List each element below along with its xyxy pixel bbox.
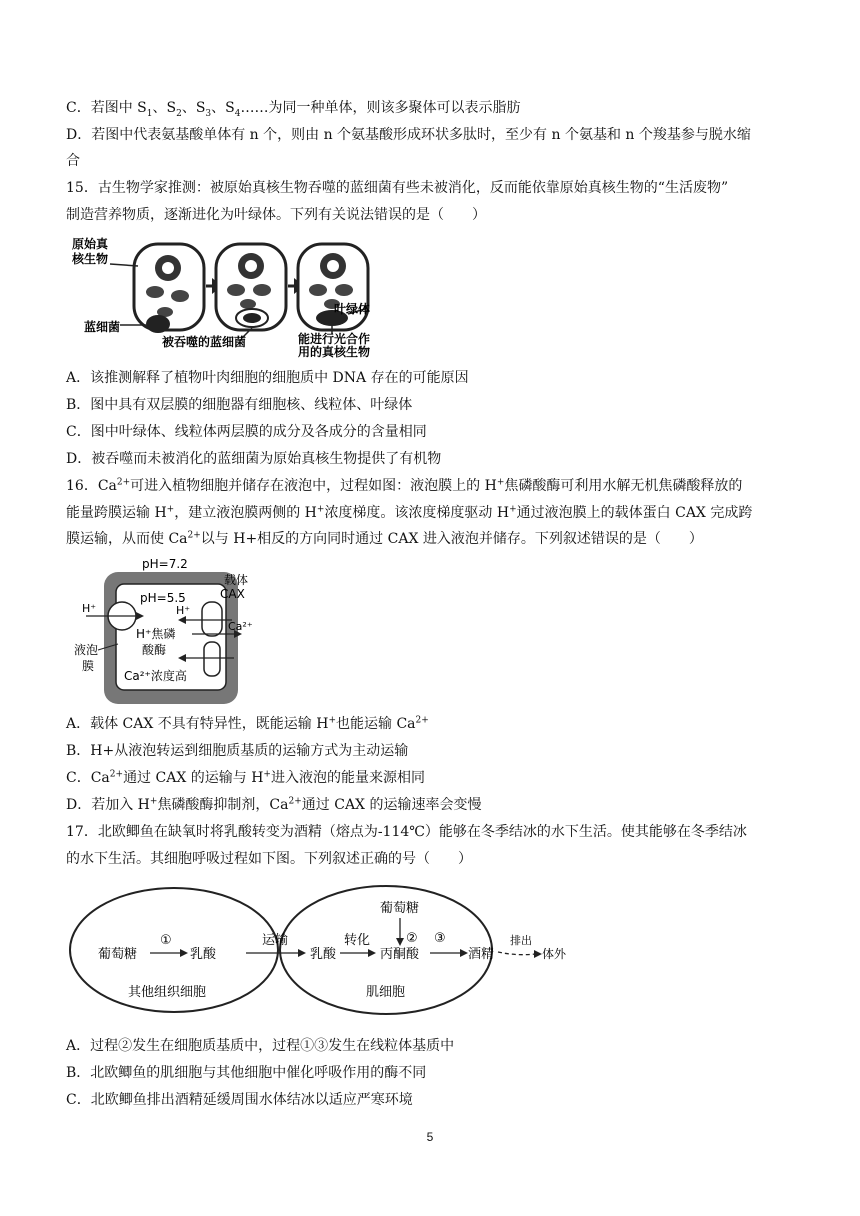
q15-stem-line2: 制造营养物质，逐渐进化为叶绿体。下列有关说法错误的是（ ） <box>66 207 486 223</box>
q16-stem-line1: 16．$Ca^{2+}$可进入植物细胞并储存在液泡中，过程如图：液泡膜上的 H+焦磷酸酶可利用水解无机焦磷酸释放的 <box>66 477 743 494</box>
ph-outer: pH=7.2 <box>142 558 188 571</box>
outside-label: 体外 <box>542 947 567 961</box>
ethanol-label: 酒精 <box>468 947 495 962</box>
ca-high: Ca²⁺浓度高 <box>124 669 187 683</box>
muscle-cell-label: 肌细胞 <box>366 985 406 1000</box>
label-chloroplast: 叶绿体 <box>334 302 371 316</box>
label-primitive-line2: 核生物 <box>72 252 109 266</box>
ca-right: Ca²⁺ <box>228 620 253 633</box>
h-right: H⁺ <box>176 604 191 617</box>
q14-option-c: C．若图中 $S_1$、$S_2$、$S_3$、$S_4\dots\dots$为同一种单体，则该多聚体可以表示脂肪 <box>66 100 521 119</box>
other-cells-label: 其他组织细胞 <box>128 985 207 1000</box>
q16-stem-line3: 膜运输，从而使 $Ca^{2+}$以与 H+相反的方向同时通过 CAX 进入液泡并储存。下列叙述错误的是（ ） <box>66 530 703 547</box>
q17-option-b: B．北欧鲫鱼的肌细胞与其他细胞中催化呼吸作用的酶不同 <box>66 1065 427 1081</box>
q17-option-a: A．过程②发生在细胞质基质中，过程①③发生在线粒体基质中 <box>66 1038 455 1054</box>
carrier-line2: CAX <box>220 587 245 601</box>
q16-option-d: D．若加入 H+焦磷酸酶抑制剂，$Ca^{2+}$通过 CAX 的运输速率会变慢 <box>66 796 482 813</box>
q14-option-d-line1: D．若图中代表氨基酸单体有 n 个，则由 n 个氨基酸形成环状多肽时，至少有 n 个氨基和 n 个羧基参与脱水缩 <box>66 127 751 143</box>
q16-figure <box>74 558 274 708</box>
carrier-line1: 载体 <box>224 573 249 587</box>
glucose-left: 葡萄糖 <box>98 947 138 962</box>
pump-line2: 酸酶 <box>142 643 167 657</box>
mitochondrion-icon <box>146 286 164 298</box>
label-cyanobacteria: 蓝细菌 <box>84 320 121 334</box>
cax-carrier-icon <box>202 602 222 636</box>
q17-stem-line1: 17．北欧鲫鱼在缺氧时将乳酸转变为酒精（熔点为-114℃）能够在冬季结冰的水下生活。使其能够在冬季结冰 <box>66 824 747 840</box>
step1: ① <box>160 933 172 948</box>
ph-inner: pH=5.5 <box>140 591 186 605</box>
q14-option-d-line2: 合 <box>66 153 80 169</box>
label-engulfed: 被吞噬的蓝细菌 <box>162 335 247 349</box>
label-photo-line2: 用的真核生物 <box>298 345 371 358</box>
transport-label: 运输 <box>262 933 289 948</box>
respiration-diagram <box>66 884 586 1020</box>
q15-option-c: C．图中叶绿体、线粒体两层膜的成分及各成分的含量相同 <box>66 424 427 440</box>
cyanobacterium-icon <box>146 315 170 333</box>
step3: ③ <box>434 931 446 946</box>
q16-option-c: C．$Ca^{2+}$通过 CAX 的运输与 H+进入液泡的能量来源相同 <box>66 769 425 786</box>
pyruvate-label: 丙酮酸 <box>380 947 420 962</box>
q15-option-b: B．图中具有双层膜的细胞器有细胞核、线粒体、叶绿体 <box>66 397 413 413</box>
q17-stem-line2: 的水下生活。其细胞呼吸过程如下图。下列叙述正确的号（ ） <box>66 851 472 867</box>
q15-figure <box>70 234 390 358</box>
step2: ② <box>406 931 418 946</box>
pump-line1: H⁺焦磷 <box>136 627 176 641</box>
label-primitive-line1: 原始真 <box>72 237 109 251</box>
vacuole-transport-diagram <box>74 558 274 708</box>
endosymbiosis-diagram <box>70 234 390 358</box>
q15-option-d: D．被吞噬而未被消化的蓝细菌为原始真核生物提供了有机物 <box>66 451 442 467</box>
glucose-right: 葡萄糖 <box>380 901 420 916</box>
q17-option-c: C．北欧鲫鱼排出酒精延缓周围水体结冰以适应严寒环境 <box>66 1092 413 1108</box>
q15-stem-line1: 15．古生物学家推测：被原始真核生物吞噬的蓝细菌有些未被消化，反而能依靠原始真核生物的“生活废物” <box>66 180 729 196</box>
q16-option-a: A．载体 CAX 不具有特异性，既能运输 H+也能运输 $Ca^{2+}$ <box>66 715 429 732</box>
q15-option-a: A．该推测解释了植物叶肉细胞的细胞质中 DNA 存在的可能原因 <box>66 370 469 386</box>
membrane-line1: 液泡 <box>74 643 99 657</box>
q17-figure <box>66 884 586 1020</box>
membrane-line2: 膜 <box>82 659 95 673</box>
q16-option-b: B．H+从液泡转运到细胞质基质的运输方式为主动运输 <box>66 743 409 759</box>
q16-stem-line2: 能量跨膜运输 H+，建立液泡膜两侧的 H+浓度梯度。该浓度梯度驱动 H+通过液泡膜上的载体蛋白 CAX 完成跨 <box>66 504 753 521</box>
lactate-right: 乳酸 <box>310 947 337 962</box>
lactate-left: 乳酸 <box>190 947 217 962</box>
convert-label: 转化 <box>344 933 371 948</box>
label-photo-line1: 能进行光合作 <box>298 332 371 346</box>
page-number: 5 <box>426 1130 434 1144</box>
h-left: H⁺ <box>82 602 97 615</box>
excrete-label: 排出 <box>510 934 532 947</box>
